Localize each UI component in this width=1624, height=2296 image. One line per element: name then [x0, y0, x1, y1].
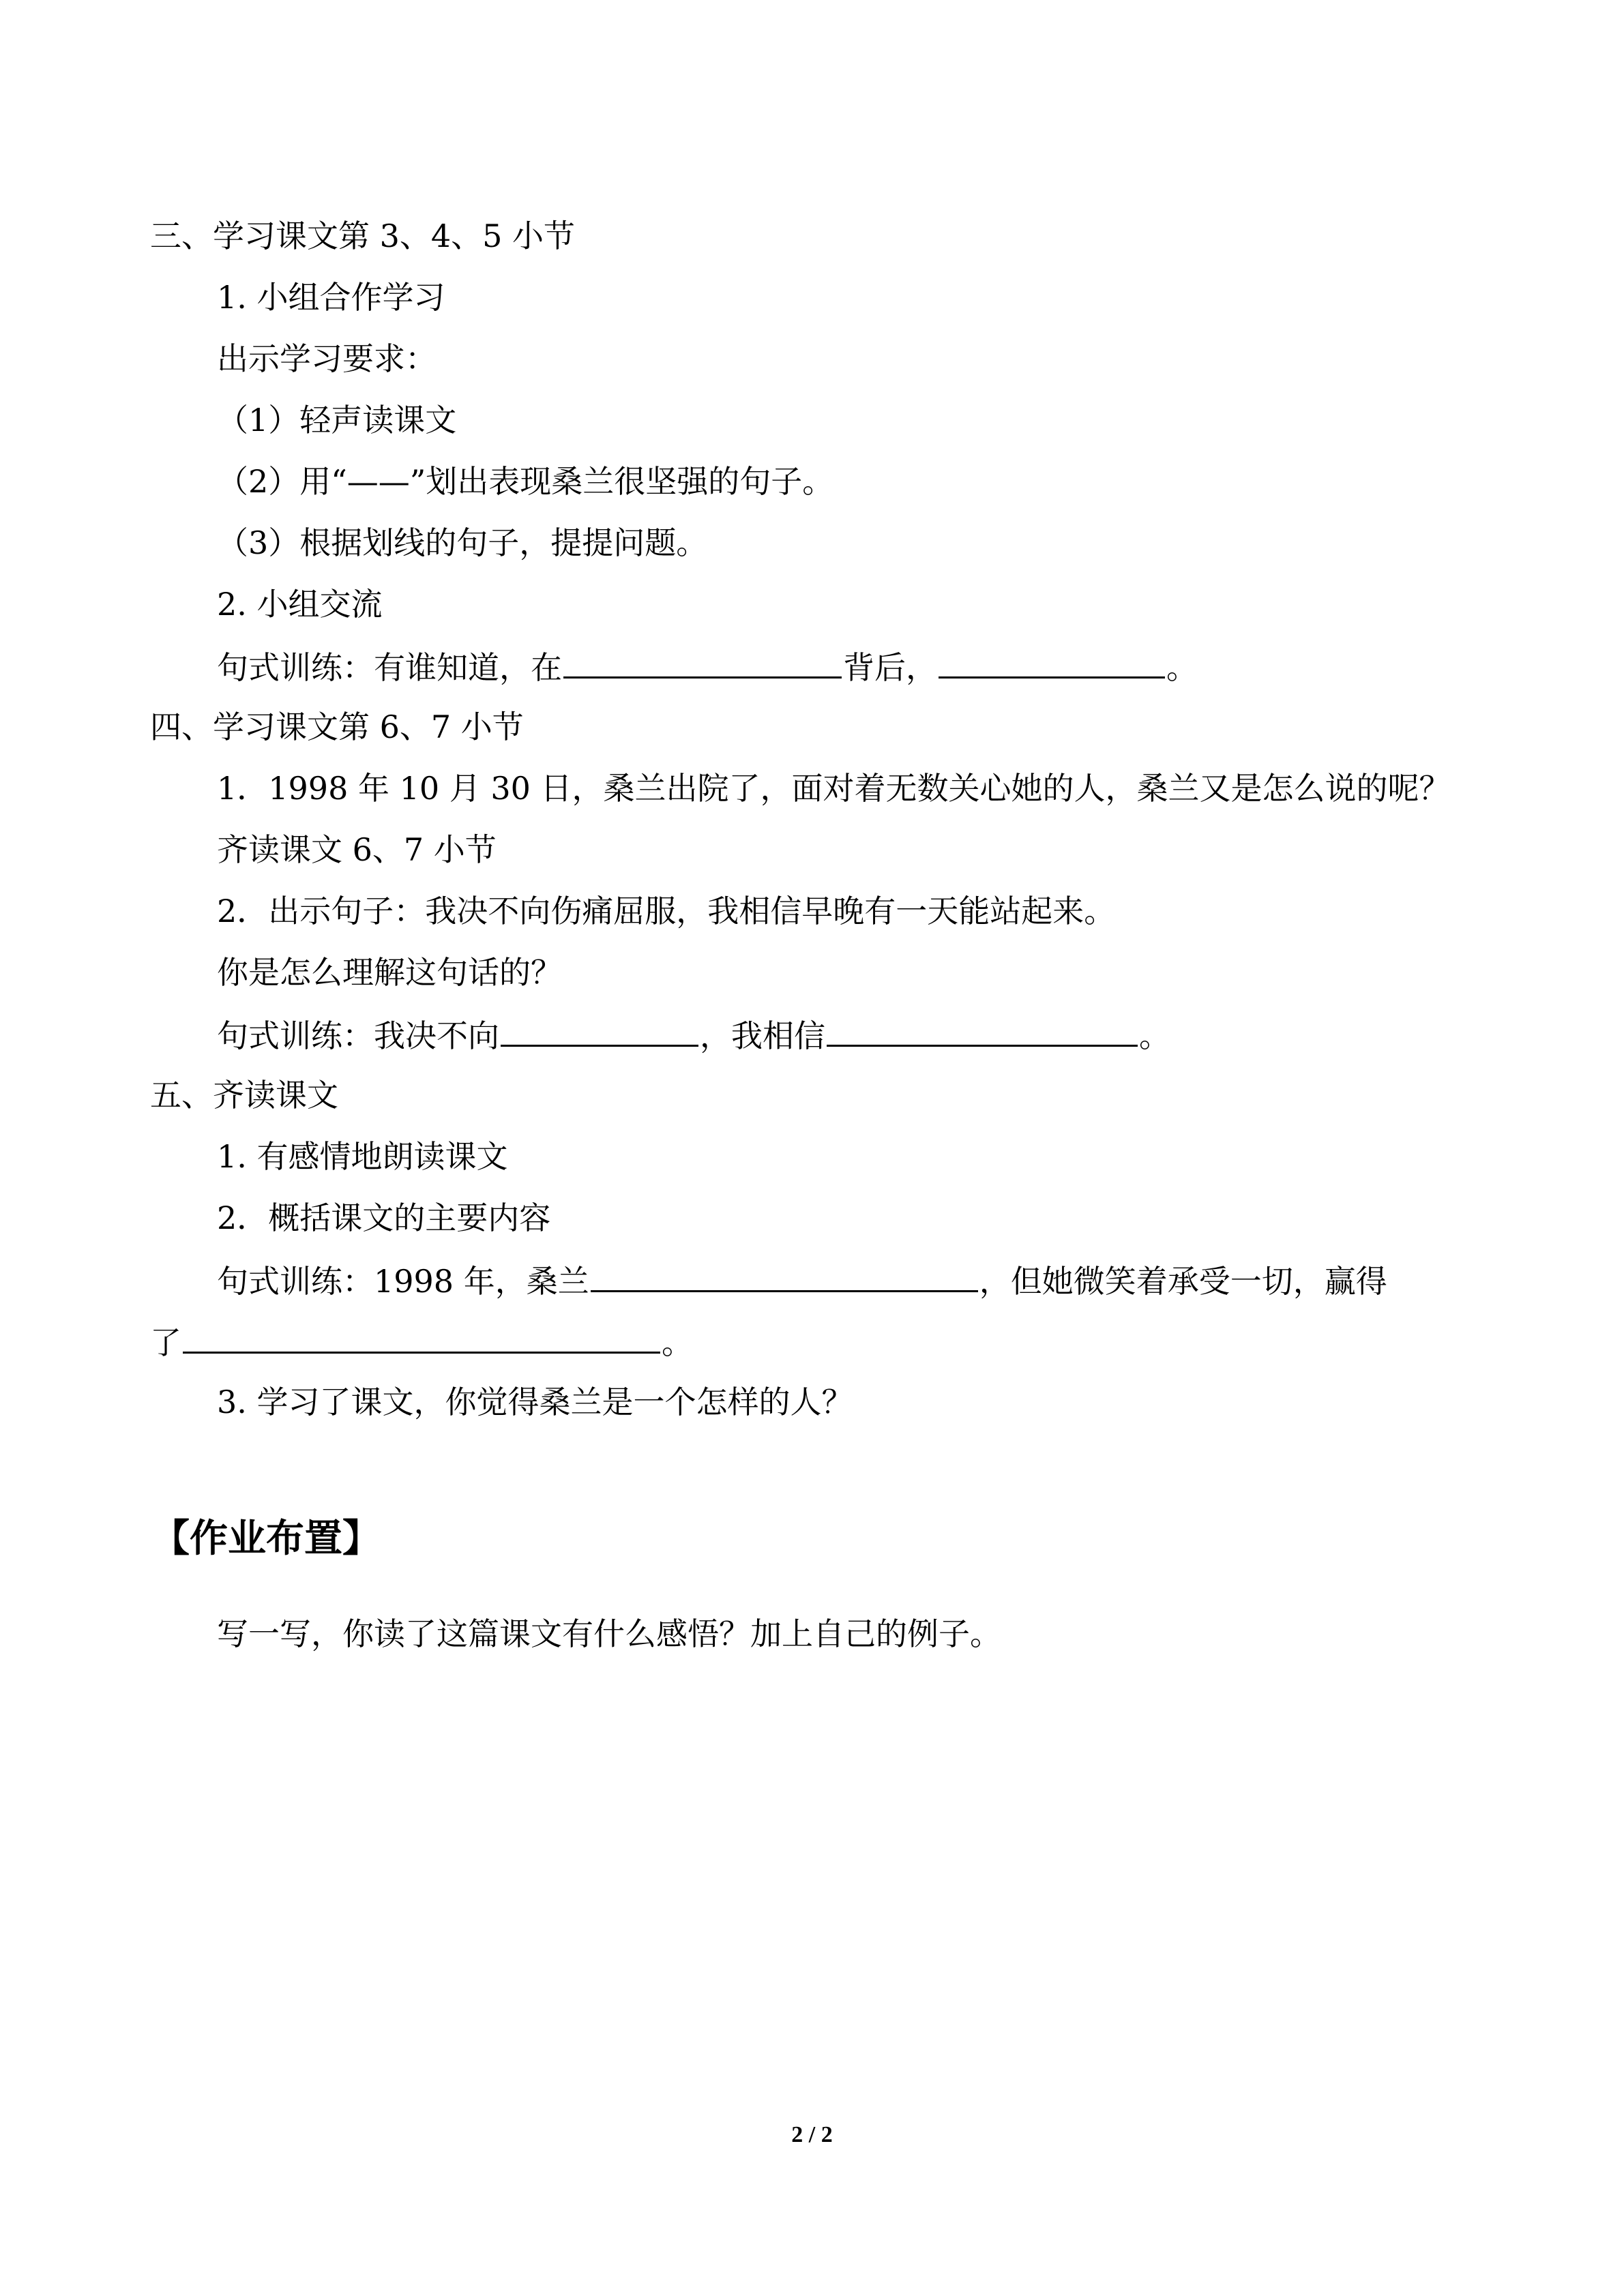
section-3-heading: 三、学习课文第 3、4、5 小节: [150, 218, 576, 254]
drill-text: 了: [150, 1324, 181, 1361]
drill-text: 。: [1166, 649, 1198, 686]
section-4-question: 你是怎么理解这句话的？: [217, 954, 562, 991]
section-5-sentence-drill: [217, 1260, 1387, 1300]
section-3-requirement-2: （2）用“——”划出表现桑兰很坚强的句子。: [217, 463, 834, 500]
drill-text: 背后，: [843, 649, 937, 686]
section-4-item-2: 2．出示句子：我决不向伤痛屈服，我相信早晚有一天能站起来。: [217, 893, 1116, 929]
fill-blank[interactable]: [591, 1260, 978, 1292]
section-4-item-1: 1．1998 年 10 月 30 日，桑兰出院了，面对着无数关心她的人，桑兰又是怎么说的呢？: [217, 770, 1451, 807]
drill-text: 。: [1139, 1017, 1170, 1054]
section-5-sentence-drill-continued: [150, 1322, 693, 1362]
section-3-item-2: 2. 小组交流: [217, 586, 383, 623]
section-5-heading: 五、齐读课文: [150, 1077, 338, 1114]
section-3-requirement-1: （1）轻声读课文: [217, 402, 457, 438]
fill-blank[interactable]: [183, 1322, 660, 1354]
fill-blank[interactable]: [563, 646, 842, 679]
section-3-item-1: 1. 小组合作学习: [217, 279, 445, 316]
fill-blank[interactable]: [501, 1015, 698, 1047]
section-5-item-3: 3. 学习了课文，你觉得桑兰是一个怎样的人？: [217, 1384, 853, 1420]
section-3-requirements-title: 出示学习要求：: [217, 340, 437, 377]
section-3-requirement-3: （3）根据划线的句子，提提问题。: [217, 524, 708, 561]
section-5-item-1: 1. 有感情地朗读课文: [217, 1138, 508, 1175]
homework-text: 写一写，你读了这篇课文有什么感悟？加上自己的例子。: [217, 1615, 1001, 1652]
homework-heading: 【作业布置】: [151, 1517, 381, 1561]
fill-blank[interactable]: [827, 1015, 1138, 1047]
section-3-sentence-drill: [217, 646, 1198, 687]
drill-text: 。: [662, 1324, 693, 1361]
section-4-read-instruction: 齐读课文 6、7 小节: [217, 831, 497, 868]
page-number: 2 / 2: [791, 2122, 833, 2147]
section-4-heading: 四、学习课文第 6、7 小节: [150, 709, 524, 745]
drill-text: 句式训练：我决不向: [217, 1017, 499, 1054]
drill-text: ，我相信: [700, 1017, 825, 1054]
section-5-item-2: 2．概括课文的主要内容: [217, 1199, 551, 1236]
section-4-sentence-drill: [217, 1015, 1170, 1055]
drill-text: 句式训练：1998 年，桑兰: [217, 1263, 589, 1300]
fill-blank[interactable]: [939, 646, 1165, 679]
drill-text: 句式训练：有谁知道，在: [217, 649, 562, 686]
drill-text: ，但她微笑着承受一切，赢得: [979, 1263, 1387, 1300]
